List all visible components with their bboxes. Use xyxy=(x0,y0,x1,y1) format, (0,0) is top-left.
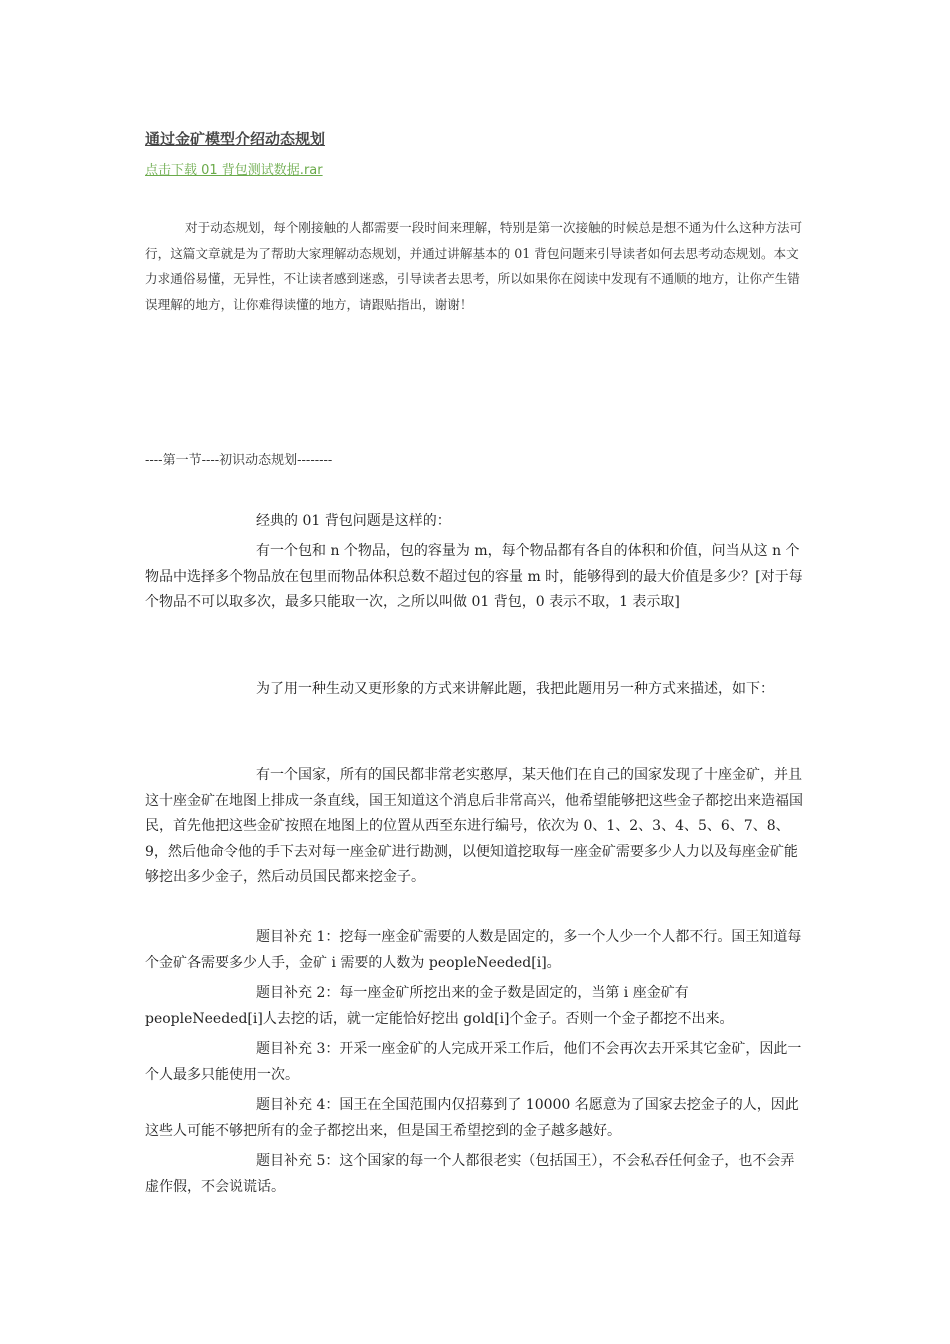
section-heading: ----第一节----初识动态规划-------- xyxy=(145,453,333,468)
paragraph: 题目补充 4：国王在全国范围内仅招募到了 10000 名愿意为了国家去挖金子的人，因此这些人可能不够把所有的金子都挖出来，但是国王希望挖到的金子越多越好。 xyxy=(145,1097,799,1139)
paragraph: 题目补充 5：这个国家的每一个人都很老实（包括国王），不会私吞任何金子，也不会弄虚作假，不会说谎话。 xyxy=(145,1153,795,1195)
paragraph: 有一个包和 n 个物品，包的容量为 m，每个物品都有各自的体积和价值，问当从这 n 个物品中选择多个物品放在包里而物品体积总数不超过包的容量 m 时，能够得到的最大价值是多少？[对于每个物品不可以取多次，最多只能取一次，之所以叫做 01 背包，0 表示不取，1 表示取] xyxy=(145,543,803,610)
paragraph: 题目补充 1：挖每一座金矿需要的人数是固定的，多一个人少一个人都不行。国王知道每个金矿各需要多少人手，金矿 i 需要的人数为 peopleNeeded[i]。 xyxy=(145,929,802,971)
paragraph: 题目补充 2：每一座金矿所挖出来的金子数是固定的，当第 i 座金矿有 peopleNeeded[i]人去挖的话，就一定能恰好挖出 gold[i]个金子。否则一个金子都挖不出来。 xyxy=(145,985,734,1027)
paragraph: 为了用一种生动又更形象的方式来讲解此题，我把此题用另一种方式来描述，如下： xyxy=(256,681,774,697)
download-link[interactable]: 点击下载 01 背包测试数据.rar xyxy=(145,163,323,178)
article-title: 通过金矿模型介绍动态规划 xyxy=(145,130,326,148)
paragraph: 有一个国家，所有的国民都非常老实憨厚，某天他们在自己的国家发现了十座金矿，并且这十座金矿在地图上排成一条直线，国王知道这个消息后非常高兴，他希望能够把这些金子都挖出来造福国民，首先他把这些金矿按照在地图上的位置从西至东进行编号，依次为 0、1、2、3、4、5、6、7、8、9，然后他命令他的手下去对每一座金矿进行勘测，以便知道挖取每一座金矿需要多少人力以及每座金矿能够挖出多少金子，然后动员国民都来挖金子。 xyxy=(145,767,803,885)
paragraph: 题目补充 3：开采一座金矿的人完成开采工作后，他们不会再次去开采其它金矿，因此一个人最多只能使用一次。 xyxy=(145,1041,802,1083)
paragraph: 经典的 01 背包问题是这样的： xyxy=(256,513,451,529)
intro-paragraph: 对于动态规划，每个刚接触的人都需要一段时间来理解，特别是第一次接触的时候总是想不通为什么这种方法可行，这篇文章就是为了帮助大家理解动态规划，并通过讲解基本的 01 背包问题来引导读者如何去思考动态规划。本文力求通俗易懂，无异性，不让读者感到迷惑，引导读者去思考，所以如果你在阅读中发现有不通顺的地方，让你产生错误理解的地方，让你难得读懂的地方，请跟贴指出，谢谢！ xyxy=(145,220,803,312)
